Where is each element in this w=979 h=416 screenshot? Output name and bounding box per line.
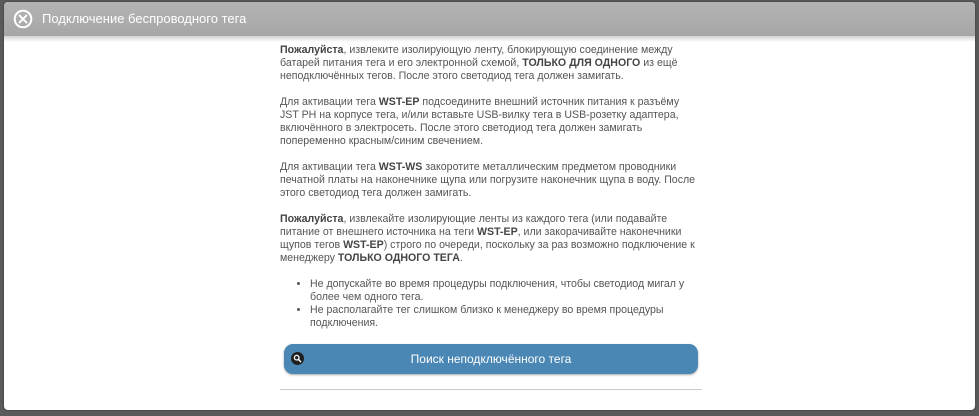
warning-list <box>280 278 700 330</box>
titlebar-shadow <box>4 36 975 42</box>
instruction-paragraph-4 <box>280 213 700 265</box>
close-icon[interactable] <box>13 9 33 29</box>
p1-text-2: из ещё неподключённых тегов. После этого светодиод тега должен замигать. <box>280 57 678 82</box>
instruction-paragraph-2 <box>280 96 700 148</box>
model-wst-ws: WST-WS <box>378 161 423 173</box>
p3-text-2: закоротите металлическим предметом проводники печатной платы на наконечнике щупа или погрузите наконечник щупа в воду. После этого светодиод тега должен замигать. <box>280 161 696 199</box>
dialog-title: Подключение беспроводного тега <box>42 11 247 26</box>
p4-text-2: , или закорачивайте наконечники щупов тегов <box>280 226 682 251</box>
p2-text-1: Для активации тега <box>280 96 379 108</box>
model-wst-ep: WST-EP <box>378 96 420 108</box>
please-lead: Пожалуйста <box>280 213 344 225</box>
p4-text-4: . <box>459 252 463 264</box>
list-item: • Не располагайте тег слишком близко к менеджеру во время процедуры подключения. <box>310 304 700 330</box>
only-one-emphasis: ТОЛЬКО ДЛЯ ОДНОГО <box>522 57 641 69</box>
p1-text-1: , извлеките изолирующую ленту, блокирующую соединение между батарей питания тега и его электронной схемой, <box>280 44 673 69</box>
divider <box>280 389 702 390</box>
model-wst-ep: WST-EP <box>343 239 384 251</box>
model-wst-ep: WST-EP <box>477 226 518 238</box>
please-lead: Пожалуйста <box>280 44 344 56</box>
search-unconnected-tag-button[interactable] <box>284 344 698 374</box>
search-button-label: Поиск неподключённого тега <box>410 352 572 366</box>
list-item: • Не допускайте во время процедуры подключения, чтобы светодиод мигал у более чем одного тега. <box>310 278 700 304</box>
p2-text-2: подсоедините внешний источник питания к разъёму JST PH на корпусе тега, и/или вставьте USB-вилку тега в USB-розетку адаптера, включённого в электросеть. После этого светодиод тега должен замигать попеременно красным/синим свечением. <box>280 96 680 147</box>
only-one-tag-emphasis: ТОЛЬКО ОДНОГО ТЕГА <box>337 252 460 264</box>
p3-text-1: Для активации тега <box>280 161 379 173</box>
instructions <box>280 44 700 330</box>
instruction-paragraph-1 <box>280 44 700 83</box>
p4-text-3: ) строго по очереди, поскольку за раз возможно подключение к менеджеру <box>280 239 695 264</box>
instruction-paragraph-3 <box>280 161 700 200</box>
dialog-titlebar <box>4 2 975 36</box>
p4-text-1: , извлекайте изолирующие ленты из каждого тега (или подавайте питание от внешнего источника на теги <box>280 213 668 238</box>
